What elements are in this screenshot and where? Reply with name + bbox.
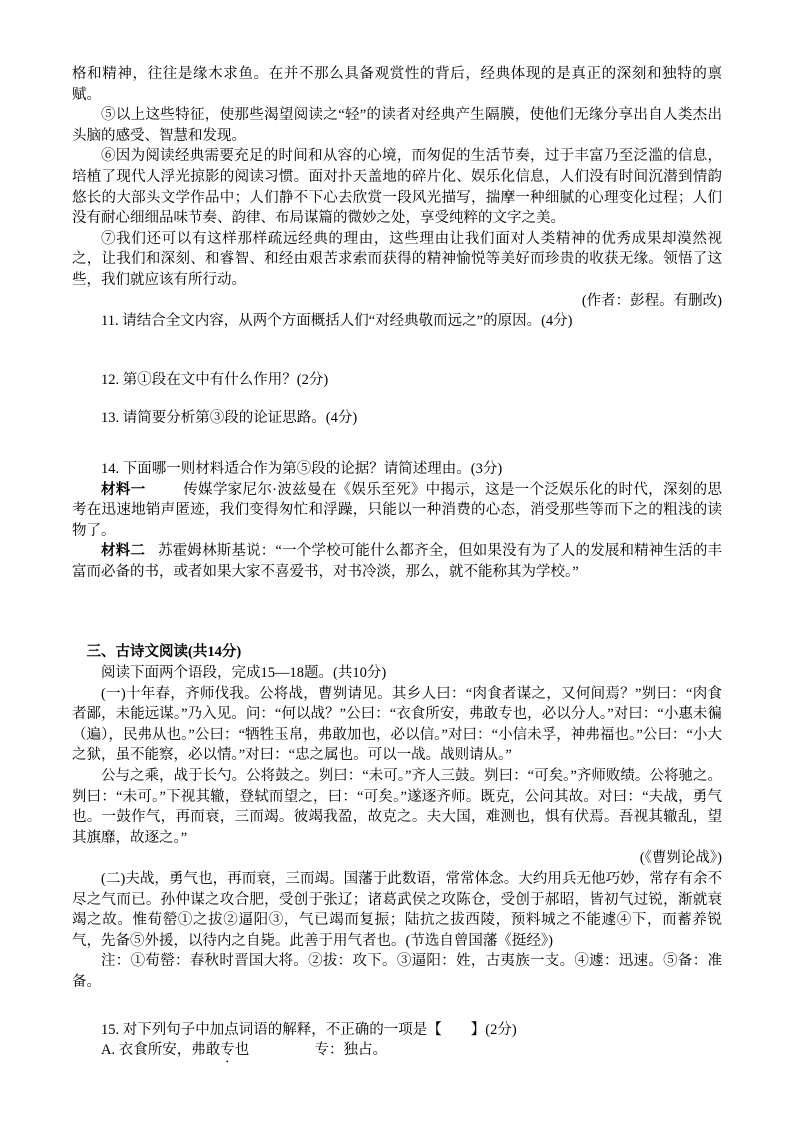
section-intro: 阅读下面两个语段，完成15—18题。(共10分): [101, 665, 387, 682]
paragraph-continuation: 格和精神，往往是缘木求鱼。在并不那么具备观赏性的背后，经典体现的是真正的深刻和独特的禀赋。: [72, 66, 722, 103]
paragraph-5: ⑤以上这些特征，使那些渴望阅读之“轻”的读者对经典产生隔膜，使他们无缘分享出自人类杰出头脑的感受、智慧和发现。: [72, 107, 722, 144]
paragraph-6: ⑥因为阅读经典需要充足的时间和从容的心境，而匆促的生活节奏，过于丰富乃至泛滥的信息，培植了现代人浮光掠影的阅读习惯。面对扑天盖地的碎片化、娱乐化信息，人们没有时间沉潜到情韵悠长的大部头文学作品中；人们静不下心去欣赏一段风光描写，揣摩一种细腻的心理变化过程；人们没有耐心细细品味节奏、韵律、布局谋篇的微妙之处，享受纯粹的文字之美。: [72, 148, 722, 227]
question-14: 14. 下面哪一则材料适合作为第⑤段的论据？请简述理由。(3分): [101, 460, 503, 477]
question-12: 12. 第①段在文中有什么作用？(2分): [101, 371, 329, 388]
material-1: [72, 480, 722, 542]
passage-2-notes: 注：①荀罃：春秋时晋国大将。②拔：攻下。③逼阳：姓，古夷族一支。④遽：迅速。⑤备：准备。: [72, 953, 722, 990]
material-2: [72, 541, 722, 582]
passage-1-paragraph-1: (一)十年春，齐师伐我。公将战，曹刿请见。其乡人曰：“肉食者谋之，又何间焉？”刿曰：“肉食者鄙，未能远谋。”乃入见。问：“何以战？”公曰：“衣食所安，弗敢专也，必以分人。”对曰：“小惠未徧（遍），民弗从也。”公曰：“牺牲玉帛，弗敢加也，必以信。”对曰：“小信未孚，神弗福也。”公曰：“小大之狱，虽不能察，必以情。”对曰：“忠之属也。可以一战。战则请从。”: [72, 685, 722, 764]
option-a-text-pre: A. 衣食所安，弗敢: [101, 1042, 221, 1059]
material-1-text: 传媒学家尼尔·波兹曼在《娱乐至死》中揭示，这是一个泛娱乐化的时代，深刻的思考在迅速地销声匿迹，我们变得匆忙和浮躁，只能以一种消费的心态，消受那些等而下之的粗浅的读物了。: [72, 481, 722, 539]
classical-text-section: [72, 642, 722, 1066]
option-a-gloss: 专：独占。: [314, 1042, 387, 1059]
passage-1-paragraph-2: 公与之乘，战于长勺。公将鼓之。刿曰：“未可。”齐人三鼓。刿曰：“可矣。”齐师败绩。公将驰之。刿曰：“未可。”下视其辙，登轼而望之，曰：“可矣。”遂逐齐师。既克，公问其故。对曰：“夫战，勇气也。一鼓作气，再而衰，三而竭。彼竭我盈，故克之。夫大国，难测也，惧有伏焉。吾视其辙乱，望其旗靡，故逐之。”: [72, 768, 722, 846]
modern-text-section: [72, 64, 722, 582]
question-15-option-a: [72, 1040, 722, 1066]
question-13: 13. 请简要分析第③段的论证思路。(4分): [101, 410, 358, 427]
material-2-text: 苏霍姆林斯基说：“一个学校可能什么都齐全，但如果没有为了人的发展和精神生活的丰富而必备的书，或者如果大家不喜爱书，对书冷淡，那么，就不能称其为学校。”: [72, 543, 722, 580]
paragraph-7: ⑦我们还可以有这样那样疏远经典的理由，这些理由让我们面对人类精神的优秀成果却漠然视之，让我们和深刻、和睿智、和经由艰苦求索而获得的精神愉悦等美好而珍贵的收获无缘。领悟了这些，我们就应该有所行动。: [72, 230, 722, 288]
passage-1-source: (《曹刿论战》): [639, 850, 722, 867]
author-attribution: (作者：彭程。有删改): [581, 292, 722, 309]
question-15: 15. 对下列句子中加点词语的解释，不正确的一项是【 】(2分): [101, 1021, 517, 1038]
option-a-dotted-word: 专: [220, 1042, 235, 1059]
section-heading: 三、古诗文阅读(共14分): [86, 644, 242, 661]
material-1-label: 材料一: [101, 481, 146, 498]
material-2-label: 材料二: [101, 543, 146, 560]
passage-2-text: (二)夫战，勇气也，再而衰，三而竭。国藩于此数语，常常体念。大约用兵无他巧妙，常存有余不尽之气而已。孙仲谋之攻合肥，受创于张辽；诸葛武侯之攻陈仓，受创于郝昭，皆初气过锐，渐就衰竭之故。惟荀罃①之拔②逼阳③，气已竭而复振；陆抗之拔西陵，预料城之不能遽④下，而蓄养锐气，先备⑤外援，以待内之自毙。此善于用气者也。(节选自曾国藩《挺经》): [72, 871, 722, 949]
question-11: 11. 请结合全文内容，从两个方面概括人们“对经典敬而远之”的原因。(4分): [101, 313, 573, 330]
option-a-text-post: 也: [234, 1042, 250, 1059]
